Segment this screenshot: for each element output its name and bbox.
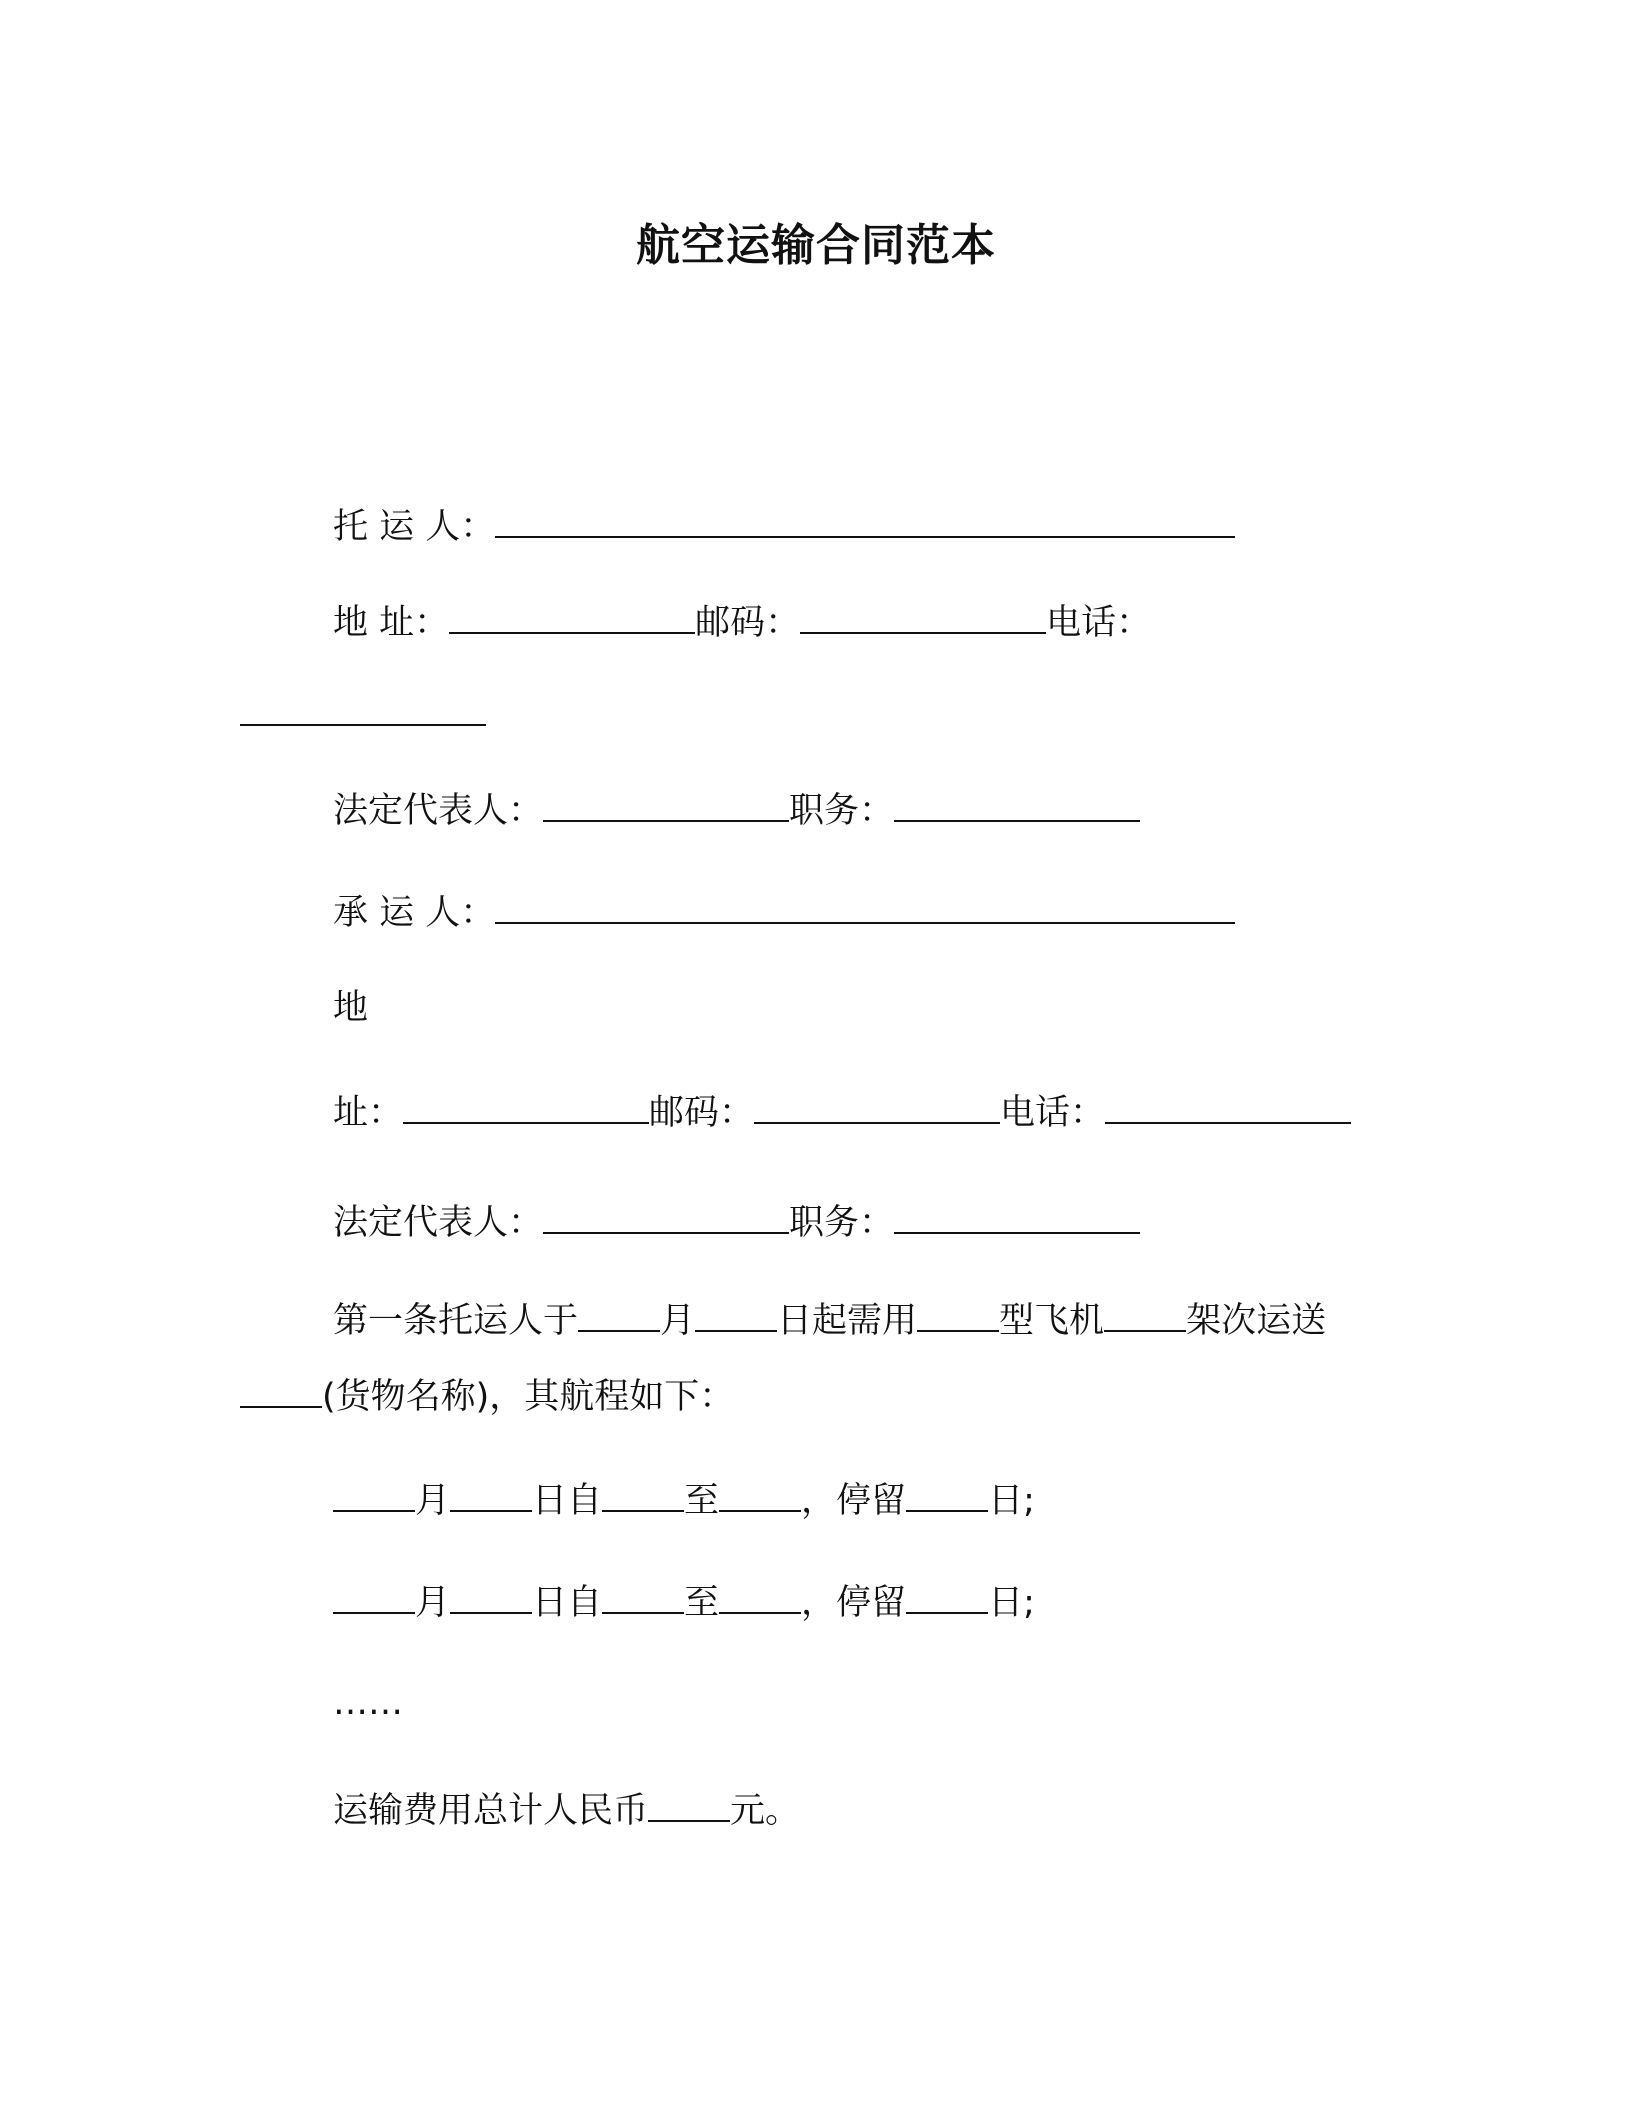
- shipper-position-label: 职务：: [789, 791, 895, 831]
- carrier-address-blank[interactable]: [403, 1088, 649, 1124]
- shipper-label: 托 运 人：: [333, 507, 496, 547]
- route2-to-label: 至: [684, 1583, 720, 1623]
- fee-unit: 元。: [730, 1791, 801, 1831]
- article1-month-label: 月: [660, 1301, 696, 1341]
- fee-text: 运输费用总计人民币: [333, 1791, 649, 1831]
- ellipsis-line: ……: [333, 1683, 403, 1723]
- shipper-phone-continuation: [240, 690, 486, 738]
- route1-day-blank[interactable]: [450, 1476, 532, 1512]
- carrier-postcode-label: 邮码：: [649, 1093, 755, 1133]
- carrier-rep-label: 法定代表人：: [333, 1203, 544, 1243]
- article1-part-a: 第一条托运人于: [333, 1301, 579, 1341]
- shipper-position-blank[interactable]: [894, 786, 1140, 822]
- shipper-blank[interactable]: [495, 502, 1235, 538]
- shipper-line: [333, 502, 1235, 550]
- route2-month-blank[interactable]: [333, 1578, 415, 1614]
- carrier-blank[interactable]: [495, 888, 1235, 924]
- shipper-postcode-blank[interactable]: [800, 598, 1046, 634]
- carrier-position-blank[interactable]: [894, 1198, 1140, 1234]
- article1-day-start: 日起需用: [777, 1301, 918, 1341]
- route2-stay-label: ，停留: [801, 1583, 907, 1623]
- fee-line: [333, 1786, 800, 1834]
- article1-type-blank[interactable]: [917, 1296, 999, 1332]
- carrier-phone-blank[interactable]: [1105, 1088, 1351, 1124]
- route1-stay-blank[interactable]: [906, 1476, 988, 1512]
- article1-day-blank[interactable]: [695, 1296, 777, 1332]
- route2-from-blank[interactable]: [602, 1578, 684, 1614]
- route1-to-label: 至: [684, 1481, 720, 1521]
- carrier-address-label-top-text: 地: [333, 988, 369, 1028]
- carrier-postcode-blank[interactable]: [754, 1088, 1000, 1124]
- carrier-address-line: [333, 1088, 1351, 1136]
- article1-line1: [333, 1296, 1326, 1344]
- shipper-rep-label: 法定代表人：: [333, 791, 544, 831]
- carrier-address-label-top: [333, 985, 368, 1031]
- shipper-address-line: [333, 598, 1151, 646]
- route2-day-end-label: 日;: [988, 1583, 1035, 1623]
- carrier-address-label-bottom: 址：: [333, 1093, 404, 1133]
- article1-line2: [240, 1372, 734, 1420]
- route2-month-label: 月: [415, 1583, 451, 1623]
- document-title: 航空运输合同范本: [636, 220, 996, 271]
- route2-day-blank[interactable]: [450, 1578, 532, 1614]
- route1-day-from-label: 日自: [532, 1481, 603, 1521]
- carrier-position-label: 职务：: [789, 1203, 895, 1243]
- route2-to-blank[interactable]: [719, 1578, 801, 1614]
- article1-month-blank[interactable]: [578, 1296, 660, 1332]
- article1-flights: 架次运送: [1186, 1301, 1327, 1341]
- article1-cargo: (货物名称)，其航程如下：: [322, 1377, 735, 1417]
- route1-day-end-label: 日;: [988, 1481, 1035, 1521]
- article1-cargo-blank[interactable]: [240, 1372, 322, 1408]
- shipper-rep-blank[interactable]: [543, 786, 789, 822]
- route-line-1: [333, 1476, 1035, 1524]
- shipper-address-blank[interactable]: [449, 598, 695, 634]
- route1-from-blank[interactable]: [602, 1476, 684, 1512]
- carrier-line: [333, 888, 1235, 936]
- route-line-2: [333, 1578, 1035, 1626]
- shipper-phone-label: 电话：: [1046, 603, 1152, 643]
- carrier-rep-blank[interactable]: [543, 1198, 789, 1234]
- article1-aircraft-type: 型飞机: [999, 1301, 1105, 1341]
- shipper-address-label: 地 址：: [333, 603, 450, 643]
- shipper-rep-line: [333, 786, 1140, 834]
- route1-to-blank[interactable]: [719, 1476, 801, 1512]
- route1-stay-label: ，停留: [801, 1481, 907, 1521]
- carrier-label: 承 运 人：: [333, 893, 496, 933]
- route1-month-label: 月: [415, 1481, 451, 1521]
- carrier-phone-label: 电话：: [1000, 1093, 1106, 1133]
- fee-amount-blank[interactable]: [648, 1786, 730, 1822]
- route2-day-from-label: 日自: [532, 1583, 603, 1623]
- carrier-rep-line: [333, 1198, 1140, 1246]
- route2-stay-blank[interactable]: [906, 1578, 988, 1614]
- shipper-postcode-label: 邮码：: [695, 603, 801, 643]
- route1-month-blank[interactable]: [333, 1476, 415, 1512]
- shipper-phone-blank[interactable]: [240, 690, 486, 726]
- article1-flights-blank[interactable]: [1104, 1296, 1186, 1332]
